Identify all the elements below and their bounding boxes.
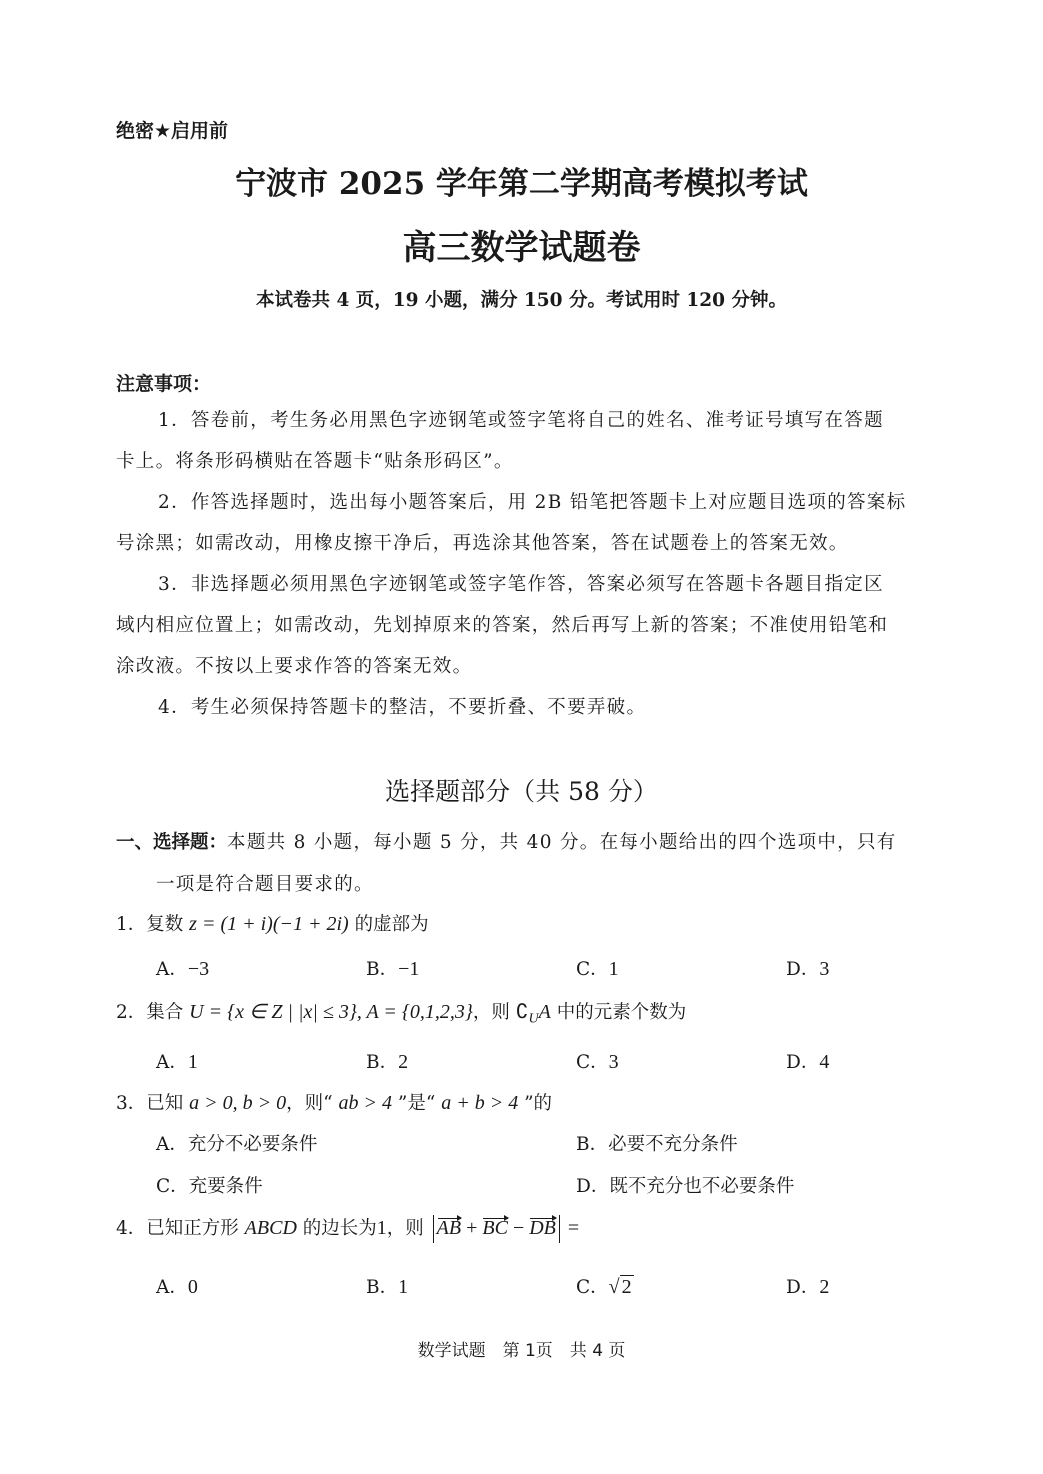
notice-line: 2．作答选择题时，选出每小题答案后，用 2B 铅笔把答题卡上对应题目选项的答案标: [158, 492, 907, 513]
question-1: [116, 910, 429, 936]
question-text: ”的: [518, 1093, 553, 1114]
question-number: 4．: [116, 1218, 147, 1239]
notice-line: 涂改液。不按以上要求作答的答案无效。: [116, 656, 473, 677]
option-a: A．−3: [156, 958, 210, 980]
math-var: A: [538, 1001, 551, 1023]
notice-heading: 注意事项：: [116, 373, 212, 395]
math-expr: a > 0, b > 0: [189, 1092, 287, 1114]
option-d: D．3: [786, 958, 830, 980]
math-expr: ab > 4: [338, 1092, 393, 1114]
question-3: [116, 1089, 552, 1115]
question-number: 1．: [116, 914, 147, 935]
math-expr: U = {x ∈ Z | |x| ≤ 3}, A = {0,1,2,3}: [189, 1001, 473, 1023]
mc-desc-cont: 一项是符合题目要求的。: [156, 874, 374, 895]
question-text: 已知正方形: [146, 1218, 245, 1239]
question-2: [116, 998, 686, 1028]
math-value: 1: [376, 1217, 387, 1239]
question-number: 3．: [116, 1093, 147, 1114]
exam-subtitle: 高三数学试题卷: [402, 228, 641, 268]
option-d: D．2: [786, 1276, 830, 1298]
vector: AB: [436, 1217, 462, 1239]
question-number: 2．: [116, 1002, 147, 1023]
sqrt-symbol: √ 2: [608, 1276, 632, 1298]
mc-instructions: [116, 828, 897, 854]
option-c: C．充要条件: [156, 1176, 263, 1197]
option-b: B．2: [366, 1051, 409, 1073]
question-4: [116, 1214, 579, 1243]
option-a: A．0: [156, 1276, 198, 1298]
question-text: 复数: [146, 914, 190, 935]
question-text: 已知: [146, 1093, 190, 1114]
option-c: C．1: [576, 958, 619, 980]
page-footer: 数学试题 第 1页 共 4 页: [417, 1341, 626, 1361]
option-c: C．√ 2: [576, 1276, 632, 1298]
notice-line: 3．非选择题必须用黑色字迹钢笔或签字笔作答，答案必须写在答题卡各题目指定区: [158, 574, 884, 595]
vector: DB: [529, 1217, 556, 1239]
option-d: D．4: [786, 1051, 830, 1073]
math-expr: z = (1 + i)(−1 + 2i): [189, 913, 349, 935]
confidential-mark: 绝密★启用前: [116, 120, 229, 142]
notice-line: 4．考生必须保持答题卡的整洁，不要折叠、不要弄破。: [158, 697, 647, 718]
notice-line: 卡上。将条形码横贴在答题卡“贴条形码区”。: [116, 451, 514, 472]
option-b: B．1: [366, 1276, 409, 1298]
math-op: =: [562, 1217, 580, 1239]
exam-title: 宁波市 2025 学年第二学期高考模拟考试: [235, 166, 808, 202]
exam-info: 本试卷共 4 页，19 小题，满分 150 分。考试用时 120 分钟。: [256, 290, 787, 311]
option-c: C．3: [576, 1051, 619, 1073]
question-text: ，则: [386, 1218, 430, 1239]
mc-desc: 本题共 8 小题，每小题 5 分，共 40 分。在每小题给出的四个选项中，只有: [227, 832, 897, 853]
notice-line: 号涂黑；如需改动，用橡皮擦干净后，再选涂其他答案，答在试题卷上的答案无效。: [116, 533, 849, 554]
option-a: A．1: [156, 1051, 198, 1073]
question-text: ”是“: [392, 1093, 442, 1114]
option-a: A．充分不必要条件: [156, 1134, 318, 1155]
vector: BC: [482, 1217, 508, 1239]
abs-bar-right: [559, 1215, 560, 1243]
complement-symbol: ∁: [515, 1001, 529, 1023]
question-text: ，则“: [286, 1093, 339, 1114]
option-b: B．−1: [366, 958, 420, 980]
section-title: 选择题部分（共 58 分）: [385, 777, 658, 806]
question-text: 的边长为: [296, 1218, 377, 1239]
question-text: 集合: [146, 1002, 190, 1023]
subscript: U: [528, 1011, 539, 1027]
option-b: B．必要不充分条件: [576, 1134, 738, 1155]
option-d: D．既不充分也不必要条件: [576, 1176, 795, 1197]
math-op: +: [461, 1217, 483, 1239]
math-op: −: [507, 1217, 530, 1239]
question-text: 中的元素个数为: [550, 1002, 687, 1023]
math-expr: a + b > 4: [441, 1092, 519, 1114]
mc-label: 一、选择题：: [116, 832, 228, 853]
question-text: ，则: [472, 1002, 516, 1023]
notice-line: 1．答卷前，考生务必用黑色字迹钢笔或签字笔将自己的姓名、准考证号填写在答题: [158, 410, 884, 431]
abs-bar-left: [433, 1215, 434, 1243]
math-var: ABCD: [244, 1217, 297, 1239]
notice-line: 域内相应位置上；如需改动，先划掉原来的答案，然后再写上新的答案；不准使用铅笔和: [116, 615, 889, 636]
question-text: 的虚部为: [348, 914, 429, 935]
